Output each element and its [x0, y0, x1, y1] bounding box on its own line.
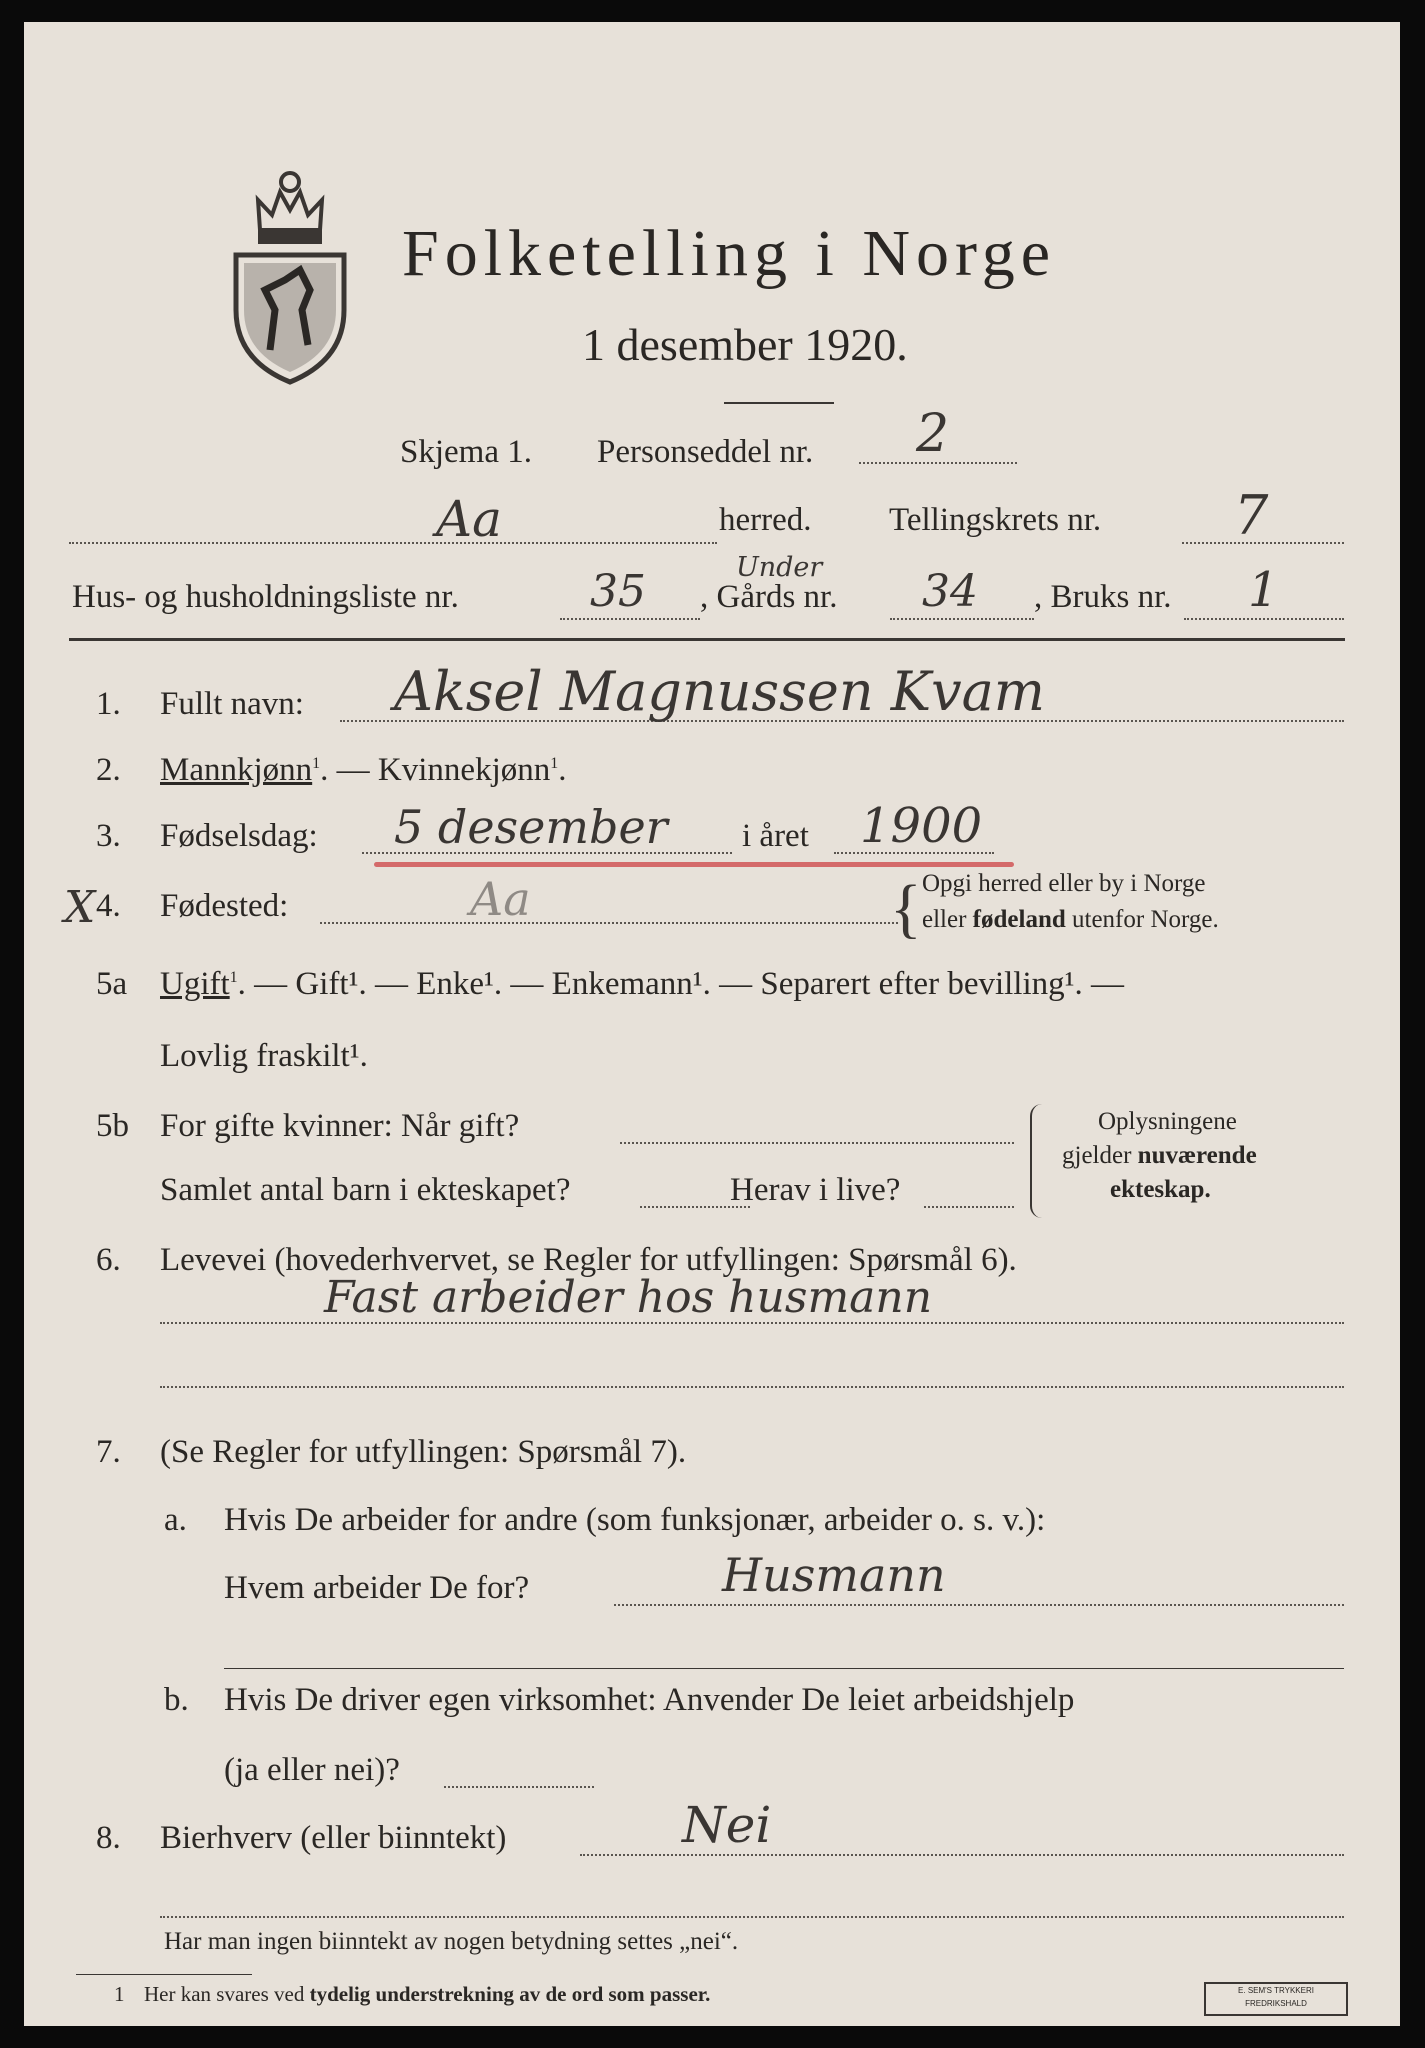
- q4-margin-mark: X: [64, 882, 96, 933]
- q3-label: Fødselsdag:: [160, 818, 318, 854]
- title-divider: [724, 402, 834, 404]
- q1-label: Fullt navn:: [160, 686, 304, 722]
- q2-male-option: Mannkjønn: [160, 752, 313, 788]
- census-date: 1 desember 1920.: [582, 319, 908, 370]
- q4-note2-b: fødeland: [972, 906, 1066, 933]
- q7-number: 7.: [96, 1434, 121, 1470]
- footer-note: Har man ingen biinntekt av nogen betydning settes „nei“.: [164, 1928, 739, 1955]
- herred-value: Aa: [436, 490, 502, 548]
- printer-stamp-line2: FREDRIKSHALD: [1245, 1999, 1307, 2008]
- q7b-letter: b.: [164, 1682, 189, 1718]
- q5a-options: Ugift$^1$. — Gift¹. — Enke¹. — Enkemann¹. — Separert efter bevilling¹. —: [160, 966, 1125, 1002]
- under-note: Under: [736, 552, 823, 583]
- printer-stamp: [1204, 1982, 1348, 2016]
- tellingskrets-value: 7: [1234, 484, 1269, 547]
- personseddel-label: Personseddel nr.: [597, 434, 814, 470]
- herred-line: [69, 542, 717, 544]
- q5a-line2: Lovlig fraskilt¹.: [160, 1038, 368, 1074]
- footnote-text-b: tydelig understrekning av de ord som passer.: [309, 1982, 711, 2006]
- q6-label: Levevei (hovederhvervet, se Regler for utfyllingen: Spørsmål 6).: [160, 1242, 1017, 1278]
- red-pencil-underline: [374, 862, 1014, 867]
- q5b-label2: Samlet antal barn i ekteskapet?: [160, 1172, 571, 1208]
- footnote-number: 1: [114, 1982, 125, 2006]
- q7a-employer-value: Husmann: [722, 1548, 946, 1602]
- q4-note2-c: utenfor Norge.: [1065, 906, 1219, 933]
- skjema-label: Skjema 1.: [400, 434, 532, 470]
- q7b-line2: (ja eller nei)?: [224, 1752, 400, 1788]
- q4-label: Fødested:: [160, 888, 289, 924]
- census-form: [24, 22, 1400, 2026]
- q7a-line1: Hvis De arbeider for andre (som funksjonær, arbeider o. s. v.):: [224, 1502, 1046, 1538]
- q6-line2: [160, 1386, 1344, 1388]
- q4-note2-a: eller: [922, 906, 973, 933]
- bruks-label: , Bruks nr.: [1034, 579, 1172, 615]
- q4-line: [320, 922, 898, 924]
- form-title: Folketelling i Norge: [402, 217, 1057, 290]
- q5b-married-line: [620, 1142, 1014, 1144]
- q4-birthplace-value: Aa: [470, 872, 531, 926]
- q5b-label3: Herav i live?: [730, 1172, 901, 1208]
- q3-year-label: i året: [742, 818, 809, 854]
- q7a-line2: Hvem arbeider De for?: [224, 1570, 530, 1606]
- q7a-employer-line: [614, 1604, 1344, 1606]
- q7a-extra-line: [224, 1668, 1344, 1669]
- q7b-answer-line: [444, 1786, 594, 1788]
- footnote-text: [144, 1982, 710, 2007]
- q5b-bracket-left: [1030, 1104, 1042, 1218]
- q5b-note2: [1062, 1142, 1257, 1170]
- q3-number: 3.: [96, 818, 121, 854]
- q5b-label1: For gifte kvinner: Når gift?: [160, 1108, 520, 1144]
- q4-note-line2: [922, 906, 1219, 934]
- q8-number: 8.: [96, 1820, 121, 1856]
- footnote-divider: [76, 1974, 252, 1975]
- q6-occupation-value: Fast arbeider hos husmann: [324, 1272, 933, 1323]
- q2-female-option: Kvinnekjønn: [377, 752, 551, 788]
- q2-sex-options: Mannkjønn$^1$. — Kvinnekjønn$^1$.: [160, 752, 567, 788]
- q2-number: 2.: [96, 752, 121, 788]
- q6-number: 6.: [96, 1242, 121, 1278]
- q3-year-value: 1900: [860, 798, 983, 854]
- q7-label: (Se Regler for utfyllingen: Spørsmål 7).: [160, 1434, 687, 1470]
- q7a-letter: a.: [164, 1502, 187, 1538]
- q5b-note3: ekteskap.: [1110, 1176, 1211, 1203]
- bruks-value: 1: [1248, 562, 1279, 618]
- q1-fullname-value: Aksel Magnussen Kvam: [394, 660, 1046, 723]
- q5b-note1: Oplysningene: [1098, 1108, 1237, 1135]
- q8-label: Bierhverv (eller biinntekt): [160, 1820, 507, 1856]
- q4-number: 4.: [96, 888, 121, 924]
- q1-number: 1.: [96, 686, 121, 722]
- bruks-line: [1184, 618, 1344, 620]
- printer-stamp-line1: E. SEM'S TRYKKERI: [1238, 1986, 1314, 1995]
- q5a-other-options: . — Gift¹. — Enke¹. — Enkemann¹. — Separert efter bevilling¹. —: [237, 966, 1125, 1002]
- q3-birthday-value: 5 desember: [394, 800, 668, 854]
- personseddel-value: 2: [916, 404, 950, 464]
- q8-line1: [580, 1854, 1344, 1856]
- q2-separator: . —: [320, 752, 378, 788]
- q5a-number: 5a: [96, 966, 128, 1002]
- hus-value: 35: [590, 566, 646, 617]
- header-divider: [69, 638, 1345, 641]
- q8-side-income-value: Nei: [682, 1796, 772, 1854]
- hus-label: Hus- og husholdningsliste nr.: [72, 579, 459, 615]
- q5b-note2-a: gjelder: [1062, 1142, 1138, 1169]
- gards-value: 34: [922, 566, 978, 617]
- q8-line2: [160, 1916, 1344, 1918]
- q5b-note2-b: nuværende: [1137, 1142, 1257, 1169]
- q7b-line1: Hvis De driver egen virksomhet: Anvender De leiet arbeidshjelp: [224, 1682, 1075, 1718]
- q2-end: .: [558, 752, 567, 788]
- q5b-number: 5b: [96, 1108, 129, 1144]
- coat-of-arms-emblem: [230, 160, 350, 388]
- q5b-alive-line: [924, 1206, 1014, 1208]
- hus-line: [560, 618, 700, 620]
- q4-brace: {: [890, 872, 922, 945]
- q4-note-line1: Opgi herred eller by i Norge: [922, 870, 1206, 897]
- gards-line: [890, 618, 1034, 620]
- tellingskrets-label: Tellingskrets nr.: [889, 502, 1102, 538]
- herred-label: herred.: [719, 502, 812, 538]
- gards-label: , Gårds nr.: [700, 579, 838, 615]
- footnote-text-a: Her kan svares ved: [144, 1982, 310, 2006]
- q5a-ugift-option: Ugift: [160, 966, 230, 1002]
